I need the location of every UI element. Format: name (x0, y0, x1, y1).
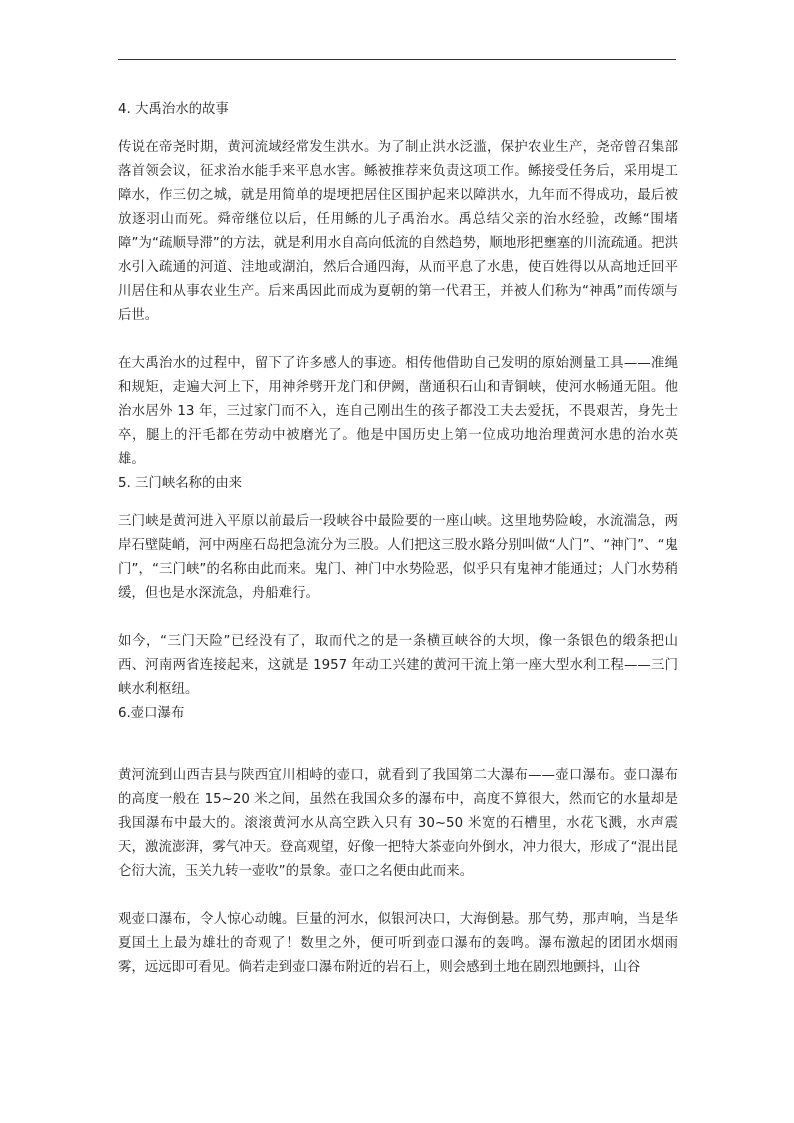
paragraph-sanmenxia-1: 三门峡是黄河进入平原以前最后一段峡谷中最险要的一座山峡。这里地势险峻，水流湍急，两岸石壁陡峭，河中两座石岛把急流分为三股。人们把这三股水路分别叫做“人门”、“神门”、“鬼门”，“三门峡”的名称由此而来。鬼门、神门中水势险恶，似乎只有鬼神才能通过；人门水势稍缓，但也是水深流急，舟船难行。 (118, 514, 678, 601)
paragraph-dayu-1: 传说在帝尧时期，黄河流域经常发生洪水。为了制止洪水泛滥，保护农业生产，尧帝曾召集部落首领会议，征求治水能手来平息水害。鲧被推荐来负责这项工作。鲧接受任务后，采用堤工障水，作三仞之城，就是用简单的堤埂把居住区围护起来以障洪水，九年而不得成功，最后被放逐羽山而死。舜帝继位以后，任用鲧的儿子禹治水。禹总结父亲的治水经验，改鲧“围堵障”为“疏顺导滞”的方法，就是利用水自高向低流的自然趋势，顺地形把壅塞的川流疏通。把洪水引入疏通的河道、洼地或湖泊，然后合通四海，从而平息了水患，使百姓得以从高地迁回平川居住和从事农业生产。后来禹因此而成为夏朝的第一代君王，并被人们称为“神禹”而传颂与后世。 (118, 140, 678, 323)
paragraph-dayu-2: 在大禹治水的过程中，留下了许多感人的事迹。相传他借助自己发明的原始测量工具——准绳和规矩，走遍大河上下，用神斧劈开龙门和伊阙，凿通积石山和青铜峡，使河水畅通无阻。他治水居外 13 年，三过家门而不入，连自己刚出生的孩子都没工夫去爱抚，不畏艰苦，身先士卒，腿上的汗毛都在劳动中被磨光了。他是中国历史上第一位成功地治理黄河水患的治水英雄。 (118, 356, 678, 467)
section-heading-dayu: 4. 大禹治水的故事 (118, 102, 229, 117)
paragraph-hukou-1: 黄河流到山西吉县与陕西宜川相峙的壶口，就看到了我国第二大瀑布——壶口瀑布。壶口瀑布的高度一般在 15~20 米之间，虽然在我国众多的瀑布中，高度不算很大，然而它的水量却是我国瀑布中最大的。滚滚黄河水从高空跌入只有 30~50 米宽的石槽里，水花飞溅，水声震天，激流澎湃，雾气冲天。登高观望，好像一把特大茶壶向外倒水，冲力很大，形成了“混出昆仑衍大流，玉关九转一壶收”的景象。壶口之名便由此而来。 (118, 768, 678, 879)
header-rule (118, 59, 676, 60)
section-heading-hukou: 6.壶口瀑布 (118, 706, 185, 721)
section-heading-sanmenxia: 5. 三门峡名称的由来 (118, 476, 243, 491)
paragraph-sanmenxia-2: 如今，“三门天险”已经没有了，取而代之的是一条横亘峡谷的大坝，像一条银色的缎条把山西、河南两省连接起来，这就是 1957 年动工兴建的黄河干流上第一座大型水利工程——三门峡水利枢纽。 (118, 634, 678, 697)
document-body (118, 98, 678, 980)
paragraph-hukou-2: 观壶口瀑布，令人惊心动魄。巨量的河水，似银河决口，大海倒悬。那气势，那声响，当是华夏国土上最为雄壮的奇观了！数里之外，便可听到壶口瀑布的轰鸣。瀑布激起的团团水烟雨雾，远远即可看见。倘若走到壶口瀑布附近的岩石上，则会感到土地在剧烈地颤抖，山谷 (118, 912, 678, 975)
